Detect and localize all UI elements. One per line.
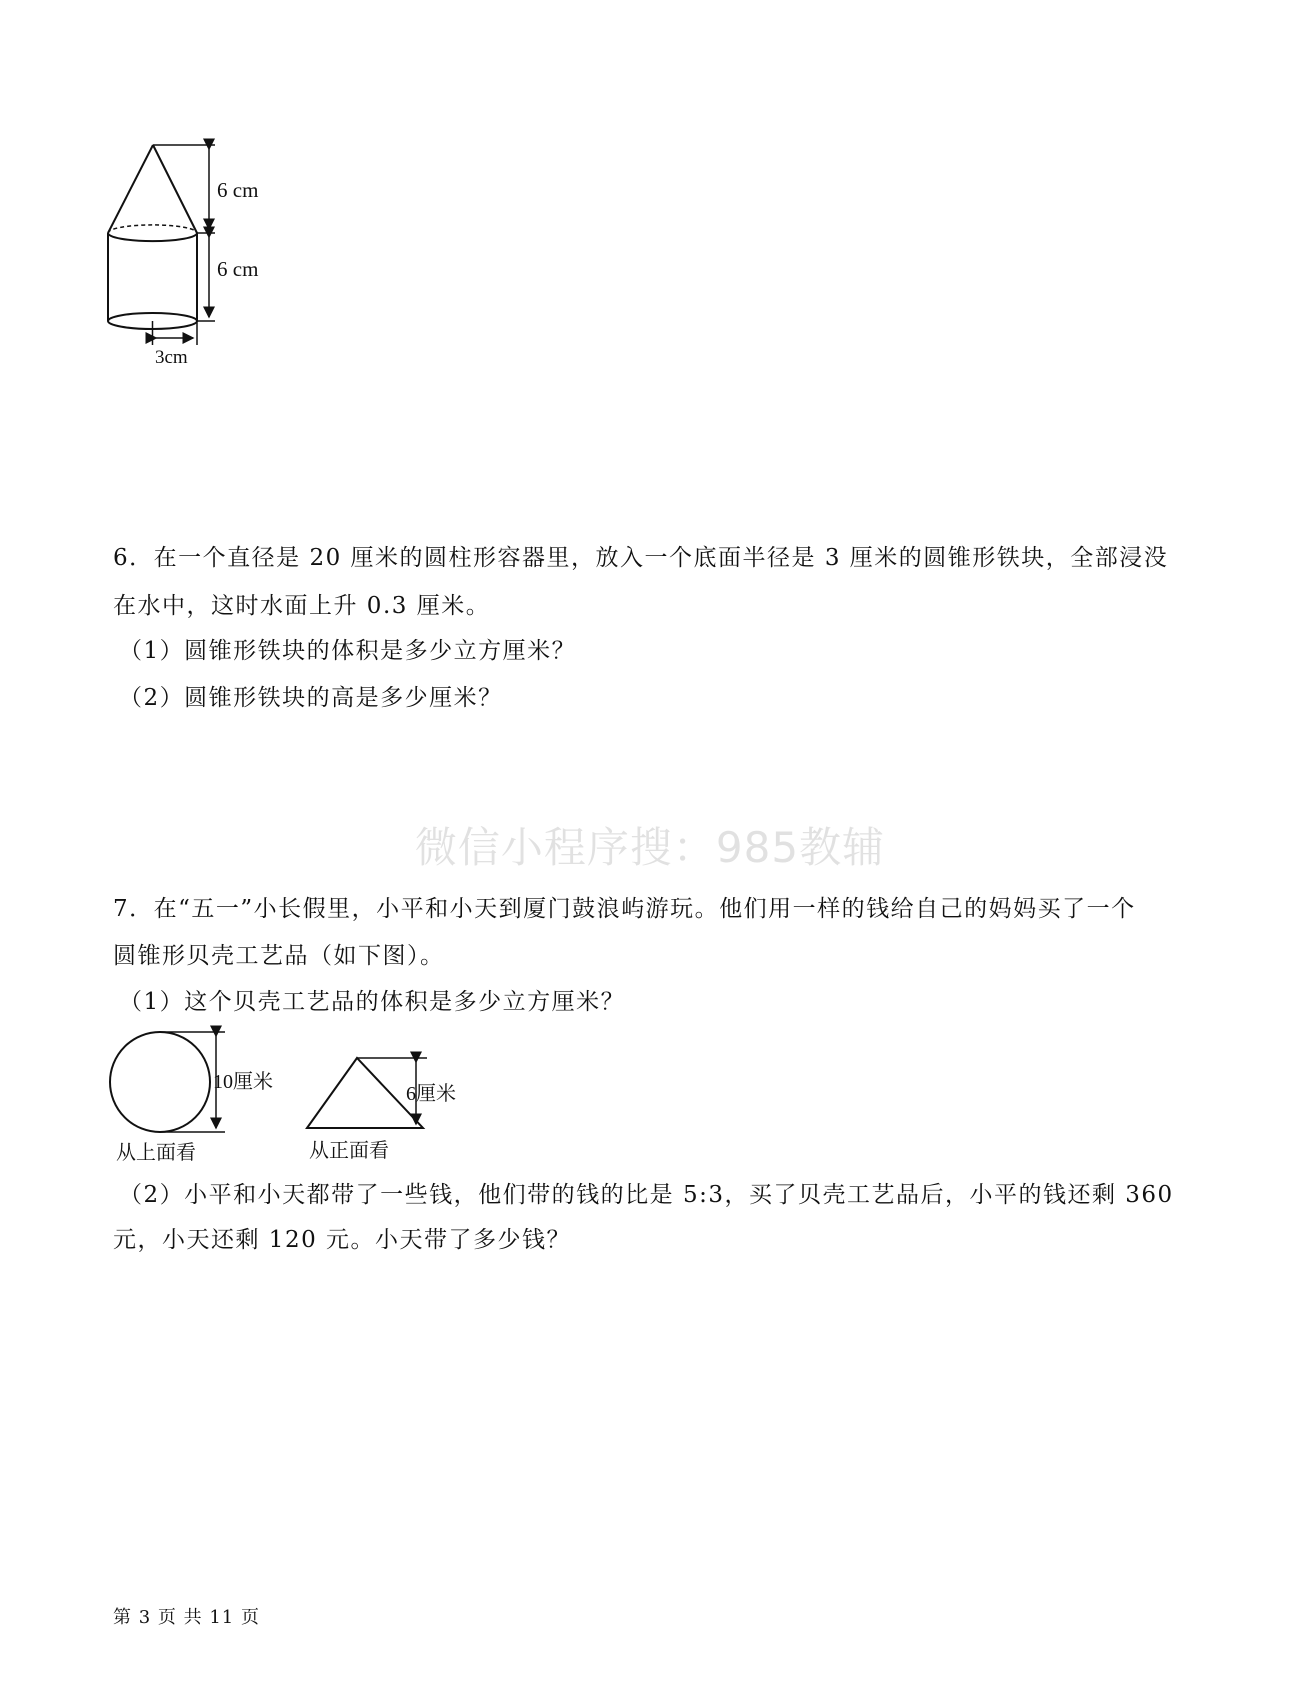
watermark: 微信小程序搜：985教辅 [414,823,886,872]
q6-line-2: 在水中，这时水面上升 0.3 厘米。 [113,593,491,619]
cone-right-edge [153,145,197,233]
cylinder-top-back [108,225,197,233]
q7-line-2: 圆锥形贝壳工艺品（如下图）。 [113,943,445,969]
front-view-dimension: 6厘米 [406,1083,456,1105]
cylinder-height-label: 6 cm [217,257,259,281]
q6-part-2: （2）圆锥形铁块的高是多少厘米？ [119,685,503,711]
top-view-circle [110,1032,210,1132]
front-view-label: 从正面看 [309,1140,389,1162]
shell-views-figure [100,1025,480,1170]
q6-line-1: 6．在一个直径是 20 厘米的圆柱形容器里，放入一个底面半径是 3 厘米的圆锥形铁块，全部浸没 [113,545,1169,571]
radius-label: 3cm [155,347,188,368]
q7-part-2-line-2: 元，小天还剩 120 元。小天带了多少钱？ [113,1227,572,1253]
q7-line-1: 7．在“五一”小长假里，小平和小天到厦门鼓浪屿游玩。他们用一样的钱给自己的妈妈买了一个 [113,896,1136,922]
q7-part-1: （1）这个贝壳工艺品的体积是多少立方厘米？ [119,989,626,1015]
top-view-dimension: 10厘米 [213,1071,273,1093]
q6-part-1: （1）圆锥形铁块的体积是多少立方厘米？ [119,638,577,664]
cone-cylinder-figure [95,135,295,385]
q7-part-2-line-1: （2）小平和小天都带了一些钱，他们带的钱的比是 5:3，买了贝壳工艺品后，小平的钱还剩 360 [119,1182,1174,1208]
cone-left-edge [108,145,153,233]
cone-height-label: 6 cm [217,178,259,202]
page-footer: 第 3 页 共 11 页 [113,1607,260,1628]
top-view-label: 从上面看 [116,1142,196,1164]
cylinder-top-front [108,233,197,241]
